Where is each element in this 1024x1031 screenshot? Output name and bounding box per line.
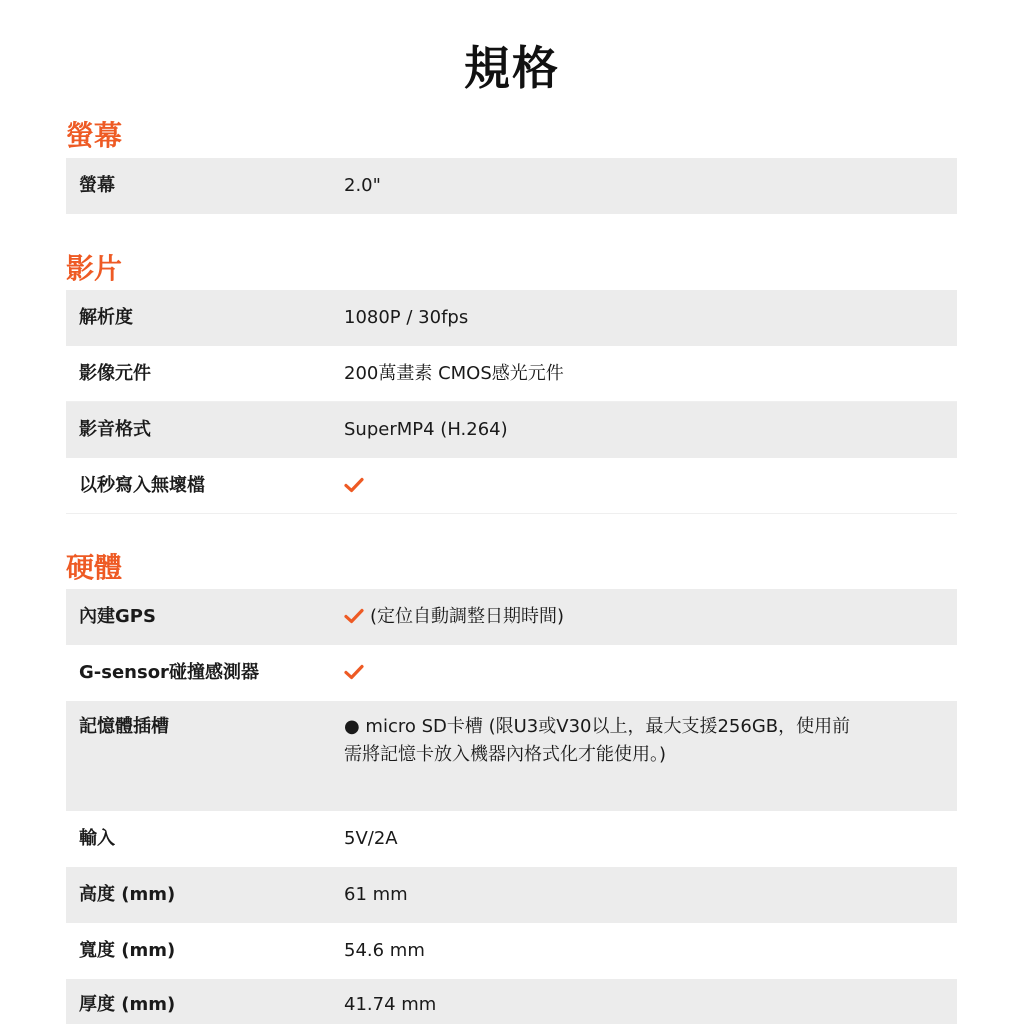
spec-label: 厚度 (mm) (79, 994, 176, 1015)
spec-row-memory-slot (66, 701, 957, 811)
section-title-video: 影片 (66, 252, 123, 285)
spec-label: 高度 (mm) (79, 884, 176, 905)
spec-label: 解析度 (79, 307, 133, 328)
spec-label: 內建GPS (79, 606, 156, 627)
section-title-hardware: 硬體 (66, 551, 123, 584)
check-icon (344, 477, 364, 493)
spec-label: 螢幕 (79, 175, 115, 196)
spec-label: 影像元件 (79, 363, 151, 384)
spec-label: 輸入 (79, 828, 115, 849)
spec-row-instant-write (66, 458, 957, 514)
spec-value: 41.74 mm (344, 994, 437, 1015)
spec-label: 寬度 (mm) (79, 940, 176, 961)
spec-row-sensor (66, 346, 957, 402)
spec-row-screen (66, 158, 957, 214)
spec-row-input (66, 811, 957, 867)
memory-line-2: 需將記憶卡放入機器內格式化才能使用。) (344, 744, 667, 765)
spec-row-height (66, 867, 957, 923)
check-icon (344, 664, 364, 680)
spec-value (344, 645, 370, 701)
page-title: 規格 (464, 41, 560, 95)
spec-value (344, 458, 370, 514)
spec-value: 5V/2A (344, 828, 398, 849)
spec-value: 2.0" (344, 175, 381, 196)
spec-row-gsensor (66, 645, 957, 701)
spec-value (344, 589, 564, 645)
section-title-screen: 螢幕 (66, 119, 123, 152)
spec-row-depth (66, 979, 957, 1024)
check-icon (344, 608, 364, 624)
spec-row-width (66, 923, 957, 979)
spec-value (344, 713, 884, 769)
spec-row-format (66, 402, 957, 458)
gps-note: (定位自動調整日期時間) (370, 606, 565, 627)
spec-label: 影音格式 (79, 419, 151, 440)
spec-label: 記憶體插槽 (79, 716, 169, 737)
spec-value: SuperMP4 (H.264) (344, 419, 508, 440)
spec-value: 200萬畫素 CMOS感光元件 (344, 363, 564, 384)
spec-row-gps (66, 589, 957, 645)
spec-value: 1080P / 30fps (344, 307, 469, 328)
memory-line-1: ● micro SD卡槽 (限U3或V30以上，最大支援256GB，使用前 (344, 716, 851, 737)
spec-value: 61 mm (344, 884, 408, 905)
spec-value: 54.6 mm (344, 940, 425, 961)
spec-label: 以秒寫入無壞檔 (79, 475, 205, 496)
spec-label: G-sensor碰撞感測器 (79, 662, 259, 683)
spec-row-resolution (66, 290, 957, 346)
